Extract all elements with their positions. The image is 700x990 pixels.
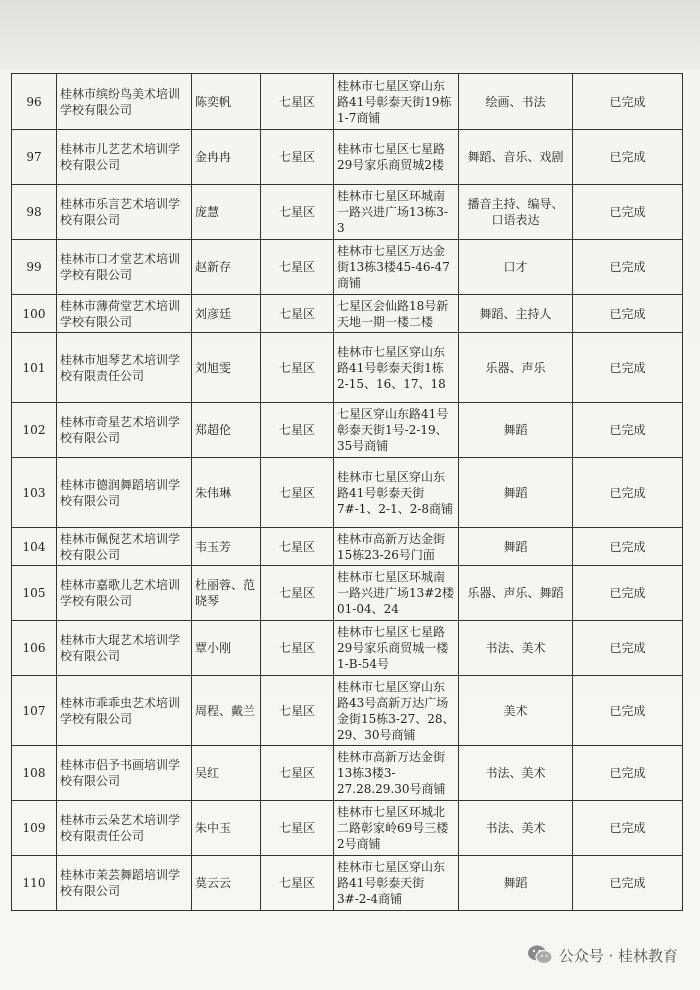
watermark-text: 公众号 · 桂林教育 [558,946,678,965]
legal-representative-cell: 莫云云 [192,856,261,911]
subjects-cell: 书法、美术 [459,746,573,801]
address-cell: 桂林市七星区穿山东路41号彰泰天街7#-1、2-1、2-8商铺 [334,458,459,528]
previous-page-edge [0,0,700,70]
status-cell: 已完成 [573,458,683,528]
school-name-cell: 桂林市乖乖虫艺术培训学校有限公司 [57,676,192,746]
legal-representative-cell: 周程、戴兰 [192,676,261,746]
district-cell: 七星区 [261,458,334,528]
subjects-cell: 舞蹈、主持人 [459,295,573,333]
legal-representative-cell: 杜丽蓉、范晓琴 [192,566,261,621]
district-cell: 七星区 [261,185,334,240]
row-number-cell: 102 [12,403,57,458]
table-row [12,240,683,295]
table-row [12,74,683,130]
school-name-cell: 桂林市缤纷鸟美术培训学校有限公司 [57,74,192,130]
address-cell: 桂林市七星区环城北二路彰家岭69号三楼2号商铺 [334,801,459,856]
table-row [12,333,683,403]
school-name-cell: 桂林市嘉歌儿艺术培训学校有限公司 [57,566,192,621]
registration-table [11,73,683,911]
table-row [12,801,683,856]
subjects-cell: 绘画、书法 [459,74,573,130]
address-cell: 桂林市七星区七星路29号家乐商贸城2楼 [334,130,459,185]
subjects-cell: 舞蹈 [459,458,573,528]
row-number-cell: 96 [12,74,57,130]
status-cell: 已完成 [573,295,683,333]
district-cell: 七星区 [261,240,334,295]
status-cell: 已完成 [573,528,683,566]
school-name-cell: 桂林市云朵艺术培训学校有限责任公司 [57,801,192,856]
school-name-cell: 桂林市德润舞蹈培训学校有限公司 [57,458,192,528]
table-row [12,458,683,528]
address-cell: 桂林市高新万达金街15栋23-26号门面 [334,528,459,566]
address-cell: 七星区会仙路18号新天地一期一楼二楼 [334,295,459,333]
subjects-cell: 舞蹈 [459,403,573,458]
row-number-cell: 104 [12,528,57,566]
subjects-cell: 书法、美术 [459,801,573,856]
row-number-cell: 109 [12,801,57,856]
status-cell: 已完成 [573,240,683,295]
legal-representative-cell: 覃小刚 [192,621,261,676]
district-cell: 七星区 [261,856,334,911]
table-row [12,403,683,458]
status-cell: 已完成 [573,621,683,676]
legal-representative-cell: 郑超伦 [192,403,261,458]
school-name-cell: 桂林市旭琴艺术培训学校有限责任公司 [57,333,192,403]
row-number-cell: 103 [12,458,57,528]
table-row [12,295,683,333]
district-cell: 七星区 [261,621,334,676]
legal-representative-cell: 陈奕帆 [192,74,261,130]
address-cell: 七星区穿山东路41号彰泰天街1号-2-19、35号商铺 [334,403,459,458]
legal-representative-cell: 刘旭雯 [192,333,261,403]
status-cell: 已完成 [573,856,683,911]
subjects-cell: 美术 [459,676,573,746]
table-row [12,528,683,566]
address-cell: 桂林市七星区七星路29号家乐商贸城一楼1-B-54号 [334,621,459,676]
school-name-cell: 桂林市大琨艺术培训学校有限公司 [57,621,192,676]
district-cell: 七星区 [261,676,334,746]
legal-representative-cell: 吴红 [192,746,261,801]
legal-representative-cell: 赵新存 [192,240,261,295]
status-cell: 已完成 [573,746,683,801]
school-name-cell: 桂林市薄荷堂艺术培训学校有限公司 [57,295,192,333]
subjects-cell: 舞蹈 [459,528,573,566]
status-cell: 已完成 [573,566,683,621]
row-number-cell: 99 [12,240,57,295]
row-number-cell: 107 [12,676,57,746]
watermark [527,944,678,966]
school-name-cell: 桂林市口才堂艺术培训学校有限公司 [57,240,192,295]
status-cell: 已完成 [573,130,683,185]
status-cell: 已完成 [573,403,683,458]
row-number-cell: 108 [12,746,57,801]
table-row [12,185,683,240]
subjects-cell: 舞蹈、音乐、戏剧 [459,130,573,185]
address-cell: 桂林市七星区环城南一路兴进广场13#2楼01-04、24 [334,566,459,621]
row-number-cell: 97 [12,130,57,185]
subjects-cell: 舞蹈 [459,856,573,911]
row-number-cell: 110 [12,856,57,911]
row-number-cell: 98 [12,185,57,240]
school-name-cell: 桂林市奇星艺术培训学校有限公司 [57,403,192,458]
address-cell: 桂林市七星区穿山东路41号彰泰天街19栋1-7商铺 [334,74,459,130]
district-cell: 七星区 [261,130,334,185]
status-cell: 已完成 [573,74,683,130]
row-number-cell: 106 [12,621,57,676]
school-name-cell: 桂林市乐言艺术培训学校有限公司 [57,185,192,240]
legal-representative-cell: 朱中玉 [192,801,261,856]
district-cell: 七星区 [261,801,334,856]
table-row [12,746,683,801]
legal-representative-cell: 朱伟琳 [192,458,261,528]
subjects-cell: 口才 [459,240,573,295]
table-row [12,566,683,621]
address-cell: 桂林市七星区穿山东路43号高新万达广场金街15栋3-27、28、29、30号商铺 [334,676,459,746]
table-body [12,74,683,911]
legal-representative-cell: 金冉冉 [192,130,261,185]
district-cell: 七星区 [261,528,334,566]
subjects-cell: 书法、美术 [459,621,573,676]
row-number-cell: 101 [12,333,57,403]
district-cell: 七星区 [261,403,334,458]
subjects-cell: 乐器、声乐、舞蹈 [459,566,573,621]
status-cell: 已完成 [573,185,683,240]
district-cell: 七星区 [261,746,334,801]
address-cell: 桂林市七星区万达金街13栋3楼45-46-47商铺 [334,240,459,295]
district-cell: 七星区 [261,74,334,130]
table-row [12,130,683,185]
district-cell: 七星区 [261,295,334,333]
table-row [12,621,683,676]
legal-representative-cell: 庞慧 [192,185,261,240]
school-name-cell: 桂林市茉芸舞蹈培训学校有限公司 [57,856,192,911]
status-cell: 已完成 [573,676,683,746]
address-cell: 桂林市七星区环城南一路兴进广场13栋3-3 [334,185,459,240]
legal-representative-cell: 刘彦廷 [192,295,261,333]
address-cell: 桂林市七星区穿山东路41号彰泰天街3#-2-4商铺 [334,856,459,911]
status-cell: 已完成 [573,801,683,856]
district-cell: 七星区 [261,566,334,621]
address-cell: 桂林市七星区穿山东路41号彰泰天街1栋2-15、16、17、18 [334,333,459,403]
row-number-cell: 100 [12,295,57,333]
address-cell: 桂林市高新万达金街13栋3楼3-27.28.29.30号商铺 [334,746,459,801]
row-number-cell: 105 [12,566,57,621]
status-cell: 已完成 [573,333,683,403]
school-name-cell: 桂林市佩倪艺术培训学校有限公司 [57,528,192,566]
school-name-cell: 桂林市儿艺艺术培训学校有限公司 [57,130,192,185]
legal-representative-cell: 韦玉芳 [192,528,261,566]
table-row [12,676,683,746]
subjects-cell: 播音主持、编导、口语表达 [459,185,573,240]
district-cell: 七星区 [261,333,334,403]
school-name-cell: 桂林市侣予书画培训学校有限公司 [57,746,192,801]
table-row [12,856,683,911]
subjects-cell: 乐器、声乐 [459,333,573,403]
wechat-icon [527,944,553,966]
